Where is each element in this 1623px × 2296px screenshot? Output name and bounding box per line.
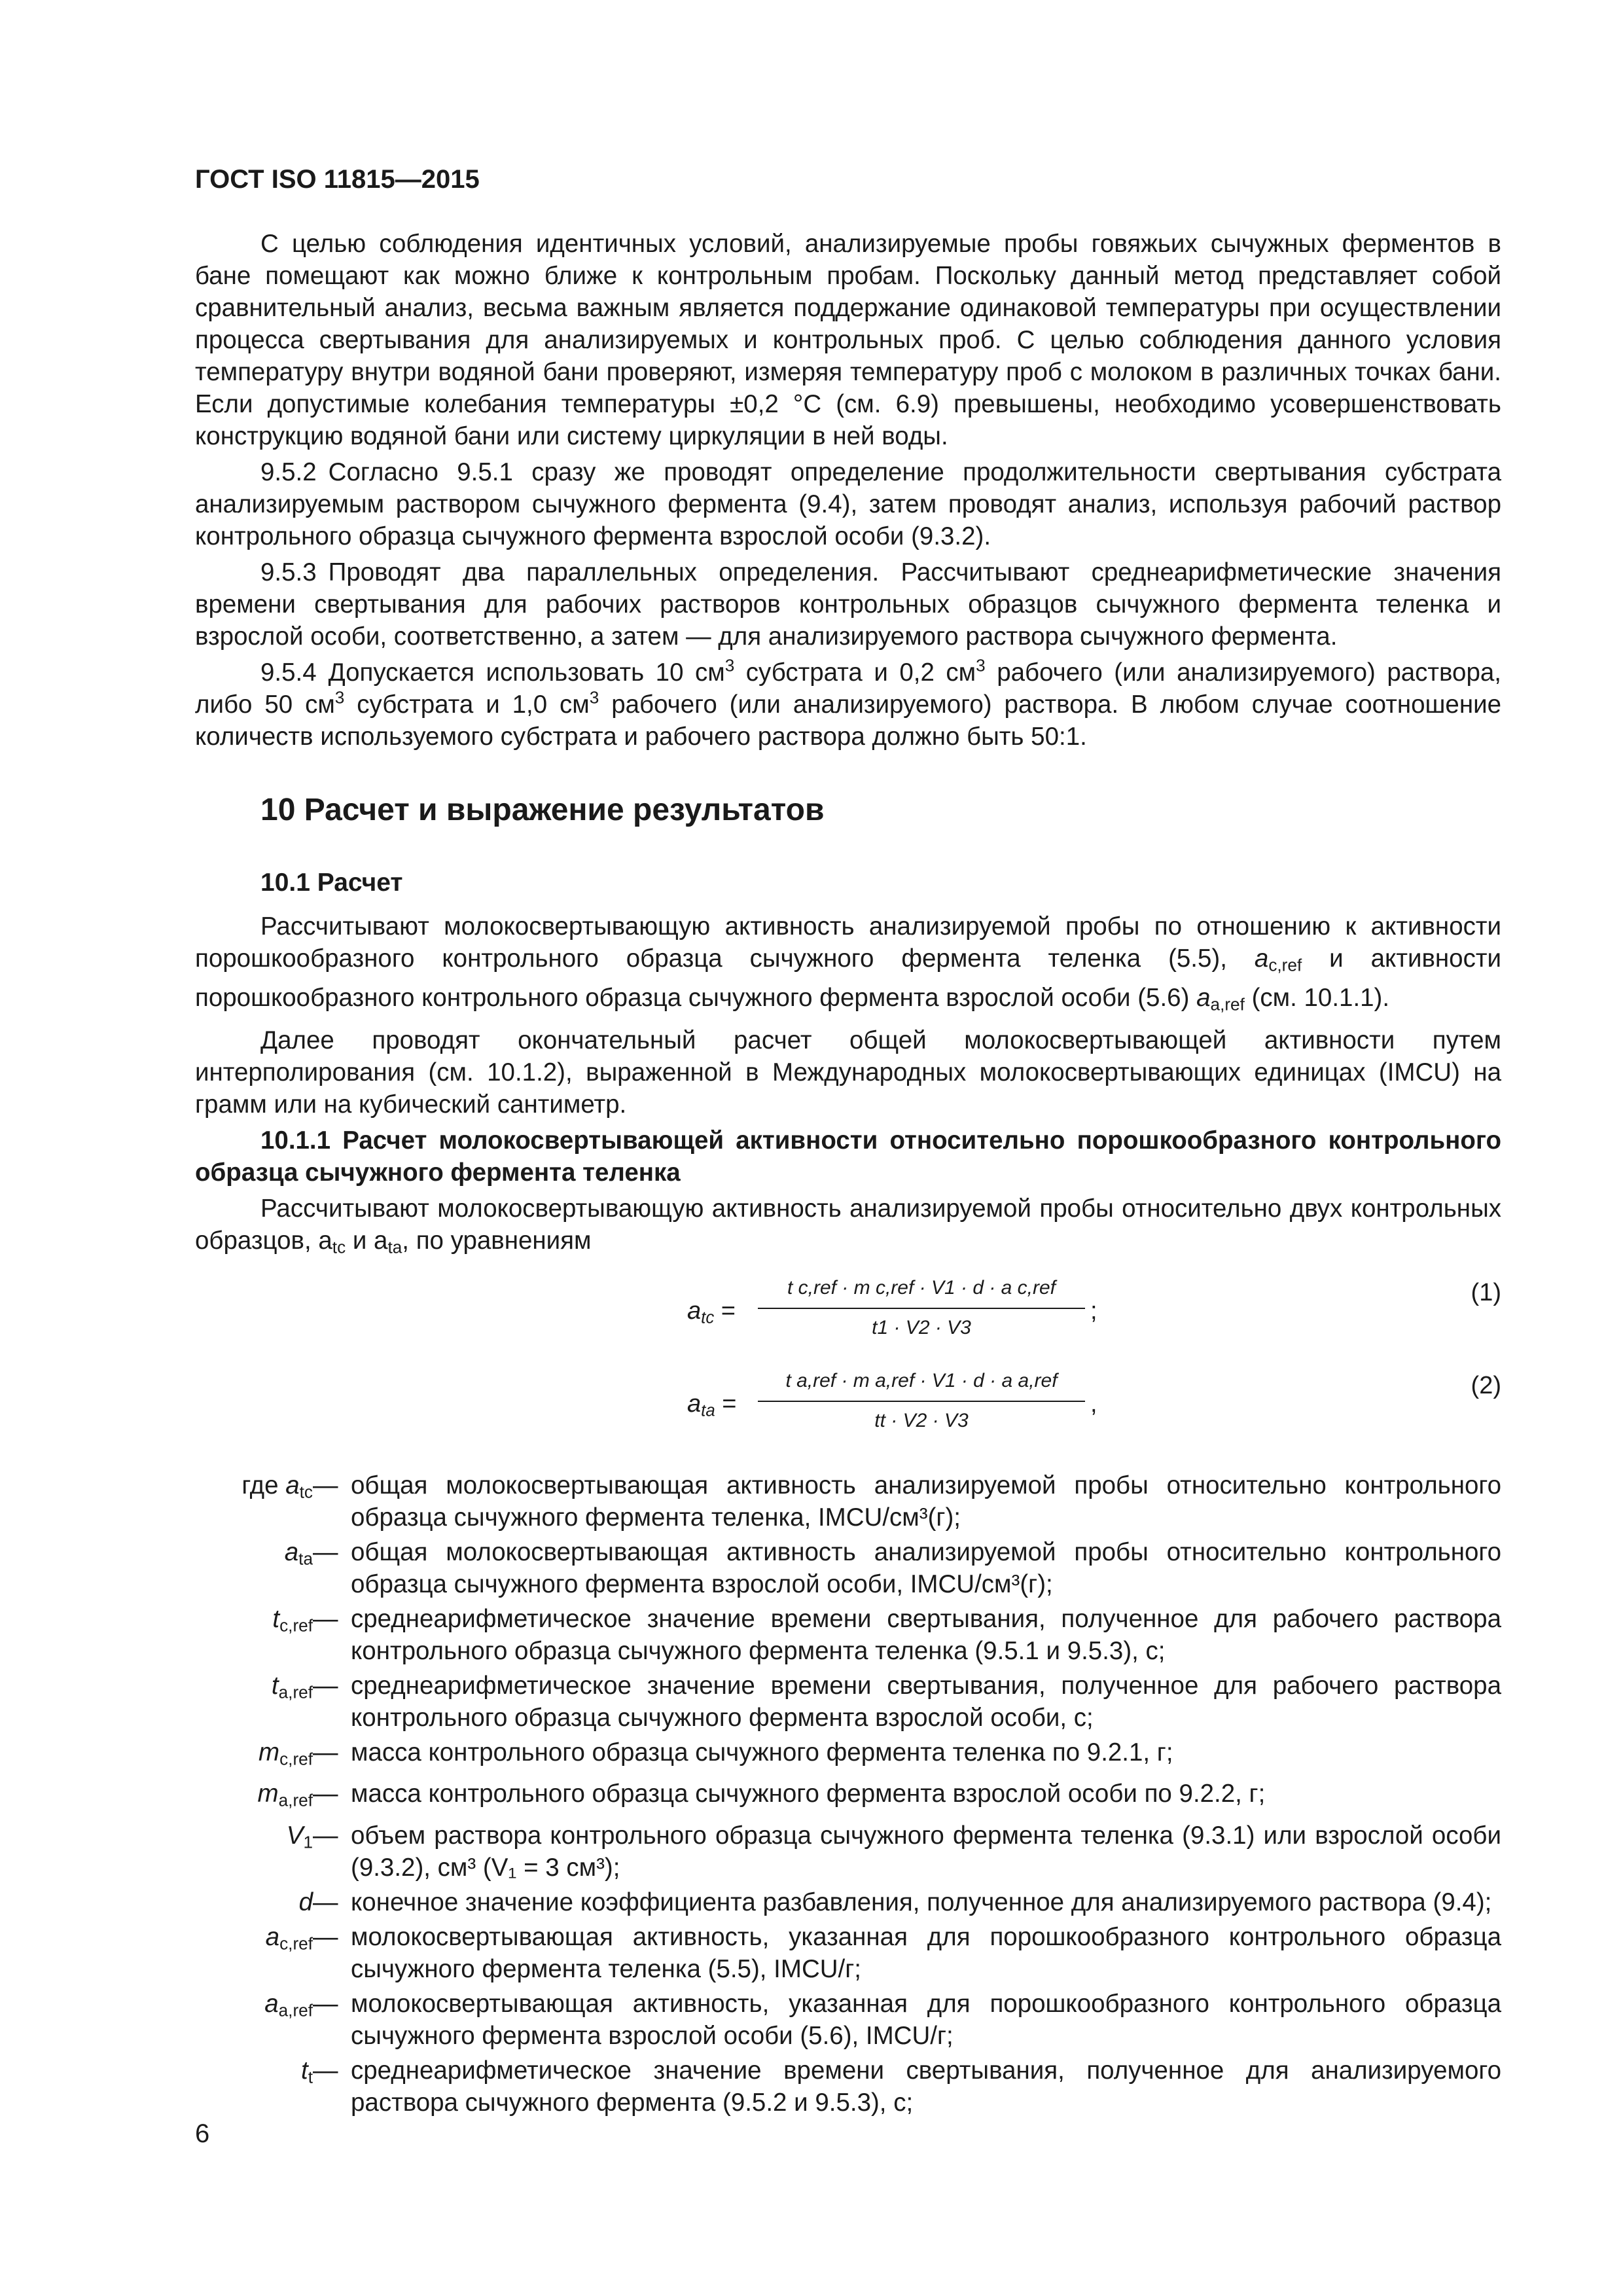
paragraph-9-5-2 bbox=[195, 456, 1501, 552]
definition-text: — среднеарифметическое значение времени свертывания, полученное для анализируемого раствора сычужного фермента (9.5.2 и 9.5.3), с; bbox=[313, 2054, 1501, 2119]
definition-text: — масса контрольного образца сычужного фермента теленка по 9.2.1, г; bbox=[313, 1736, 1501, 1768]
definition-item bbox=[195, 1670, 1501, 1734]
page-number: 6 bbox=[195, 2119, 210, 2148]
numerator: t a,ref · m a,ref · V1 · d · a a,ref bbox=[758, 1365, 1085, 1402]
definition-item bbox=[195, 1469, 1501, 1534]
definition-symbol bbox=[195, 1536, 313, 1575]
symbol: t bbox=[301, 2056, 308, 2085]
subsection-heading: 10.1 Расчет bbox=[260, 869, 403, 897]
symbol: a bbox=[285, 1471, 300, 1499]
paragraph-9-5-3 bbox=[195, 556, 1501, 653]
equals-sign: = bbox=[715, 1390, 737, 1418]
text-part: Рассчитывают молокосвертывающую активность анализируемой пробы относительно двух контрольных образцов, a bbox=[195, 1194, 1501, 1255]
symbol: a bbox=[1254, 944, 1269, 973]
definition-symbol bbox=[195, 1603, 313, 1642]
definition-item bbox=[195, 1921, 1501, 1985]
definition-item bbox=[195, 1988, 1501, 2052]
where-label: где bbox=[241, 1471, 286, 1499]
dash: — bbox=[313, 1537, 338, 1566]
definition-symbol bbox=[195, 2054, 313, 2094]
subscript: a,ref bbox=[278, 1682, 313, 1702]
subscript: 1 bbox=[303, 1832, 313, 1852]
equation-punctuation: , bbox=[1090, 1390, 1097, 1418]
definition-item bbox=[195, 1820, 1501, 1884]
equation-subscript: tc bbox=[701, 1308, 715, 1327]
text-part: и активности порошкообразного контрольного образца сычужного фермента взрослой особи (5.6) bbox=[195, 944, 1501, 1012]
dash: — bbox=[313, 1821, 338, 1850]
fraction bbox=[758, 1365, 1085, 1437]
equation-symbol: a bbox=[687, 1390, 702, 1418]
symbol: a bbox=[264, 1989, 279, 2018]
subscript: ta bbox=[298, 1549, 313, 1569]
text-part: , по уравнениям bbox=[402, 1227, 592, 1255]
equation-punctuation: ; bbox=[1090, 1297, 1097, 1325]
symbol: d bbox=[298, 1888, 313, 1916]
subscript: tc bbox=[299, 1482, 313, 1502]
text-part: Рассчитывают молокосвертывающую активность анализируемой пробы по отношению к активности порошкообразного контрольного образца сычужного фермента теленка (5.5), bbox=[195, 912, 1501, 973]
definition-symbol bbox=[195, 1988, 313, 2027]
superscript: 3 bbox=[724, 655, 735, 675]
equation-lhs bbox=[687, 1388, 736, 1427]
text-part: и a bbox=[346, 1227, 388, 1255]
definition-text: — общая молокосвертывающая активность анализируемой пробы относительно контрольного образца сычужного фермента взрослой особи, IMCU/см³(г); bbox=[313, 1536, 1501, 1600]
symbol: a bbox=[1196, 983, 1211, 1012]
formulas bbox=[195, 1272, 1501, 1450]
definition-symbol bbox=[195, 1670, 313, 1709]
dash: — bbox=[313, 2056, 338, 2085]
superscript: 3 bbox=[334, 687, 345, 708]
clause-heading: 10.1.1 Расчет молокосвертывающей активности относительно порошкообразного контрольного образца сычужного фермента теленка bbox=[195, 1126, 1501, 1187]
numerator: t c,ref · m c,ref · V1 · d · a c,ref bbox=[758, 1272, 1085, 1309]
equation-1 bbox=[195, 1272, 1501, 1357]
dash: — bbox=[313, 1888, 338, 1916]
text-part: субстрата и 1,0 см bbox=[344, 691, 590, 719]
denominator: t1 · V2 · V3 bbox=[872, 1316, 971, 1338]
equation-symbol: a bbox=[687, 1297, 702, 1325]
dash: — bbox=[313, 1471, 338, 1499]
subscript: ta bbox=[387, 1237, 402, 1257]
symbol: t bbox=[271, 1671, 279, 1700]
definition-symbol bbox=[195, 1886, 313, 1918]
definition-item bbox=[195, 2054, 1501, 2119]
definition-text: — объем раствора контрольного образца сычужного фермента теленка (9.3.1) или взрослой особи (9.3.2), см³ (V₁ = 3 см³); bbox=[313, 1820, 1501, 1884]
definition-symbol bbox=[195, 1820, 313, 1859]
subscript: a,ref bbox=[278, 1790, 313, 1810]
superscript: 3 bbox=[589, 687, 599, 708]
equation-lhs bbox=[687, 1295, 736, 1334]
definition-text: — среднеарифметическое значение времени свертывания, полученное для рабочего раствора контрольного образца сычужного фермента взрослой особи, с; bbox=[313, 1670, 1501, 1734]
clause-number: 9.5.2 bbox=[260, 458, 317, 486]
symbol: a bbox=[265, 1922, 280, 1951]
definition-text: — молокосвертывающая активность, указанная для порошкообразного контрольного образца сычужного фермента взрослой особи (5.6), IMCU/г; bbox=[313, 1988, 1501, 2052]
document-header: ГОСТ ISO 11815—2015 bbox=[195, 165, 480, 194]
symbol: m bbox=[257, 1780, 279, 1808]
subscript: tc bbox=[332, 1237, 346, 1257]
definition-text: — конечное значение коэффициента разбавления, полученное для анализируемого раствора (9.4); bbox=[313, 1886, 1501, 1918]
superscript: 3 bbox=[976, 655, 986, 675]
subscript: t bbox=[308, 2067, 313, 2087]
dash: — bbox=[313, 1604, 338, 1633]
section-heading: 10 Расчет и выражение результатов bbox=[260, 793, 825, 827]
fraction bbox=[758, 1272, 1085, 1344]
subscript: a,ref bbox=[278, 2000, 313, 2020]
symbol: m bbox=[259, 1738, 280, 1767]
definition-item bbox=[195, 1886, 1501, 1918]
definition-symbol bbox=[195, 1778, 313, 1817]
dash: — bbox=[313, 1922, 338, 1951]
definitions-list bbox=[195, 1469, 1501, 2119]
paragraph bbox=[195, 910, 1501, 1020]
equals-sign: = bbox=[714, 1297, 736, 1325]
text-part: субстрата и 0,2 см bbox=[734, 658, 976, 687]
paragraph-text: Согласно 9.5.1 сразу же проводят определение продолжительности свертывания субстрата анализируемым раствором сычужного фермента (9.4), затем проводят анализ, используя рабочий раствор контрольного образца сычужного фермента взрослой особи (9.3.2). bbox=[195, 458, 1501, 550]
subscript: c,ref bbox=[1268, 955, 1302, 975]
definition-item bbox=[195, 1536, 1501, 1600]
definition-item bbox=[195, 1603, 1501, 1667]
definition-item bbox=[195, 1778, 1501, 1817]
equation-number: (2) bbox=[1471, 1371, 1501, 1399]
definition-text: — масса контрольного образца сычужного фермента взрослой особи по 9.2.2, г; bbox=[313, 1778, 1501, 1810]
equation-number: (1) bbox=[1471, 1278, 1501, 1306]
clause-number: 9.5.4 bbox=[260, 658, 317, 687]
symbol: t bbox=[272, 1604, 280, 1633]
paragraph bbox=[195, 1193, 1501, 1264]
text-part: Допускается использовать 10 см bbox=[328, 658, 725, 687]
clause-number: 9.5.3 bbox=[260, 558, 317, 586]
dash: — bbox=[313, 1989, 338, 2018]
definition-text: — молокосвертывающая активность, указанная для порошкообразного контрольного образца сычужного фермента теленка (5.5), IMCU/г; bbox=[313, 1921, 1501, 1985]
symbol: a bbox=[284, 1537, 299, 1566]
paragraph: Далее проводят окончательный расчет общей молокосвертывающей активности путем интерполирования (см. 10.1.2), выраженной в Международных молокосвертывающих единицах (IMCU) на грамм или на кубический сантиметр. bbox=[195, 1026, 1501, 1119]
text-part: (см. 10.1.1). bbox=[1244, 983, 1390, 1012]
dash: — bbox=[313, 1780, 338, 1808]
dash: — bbox=[313, 1671, 338, 1700]
subscript: c,ref bbox=[279, 1615, 313, 1636]
dash: — bbox=[313, 1738, 338, 1767]
paragraph-text: Проводят два параллельных определения. Рассчитывают среднеарифметические значения времени свертывания для рабочих растворов контрольных образцов сычужного фермента теленка и взрослой особи, соответственно, а затем — для анализируемого раствора сычужного фермента. bbox=[195, 558, 1501, 651]
definition-item bbox=[195, 1736, 1501, 1776]
equation-subscript: ta bbox=[701, 1401, 715, 1420]
symbol: V bbox=[286, 1821, 304, 1850]
subscript: a,ref bbox=[1210, 994, 1245, 1014]
paragraph-9-5-4 bbox=[195, 656, 1501, 753]
text-part: рабочего (или анализируемого) раствора, либо 50 см bbox=[195, 658, 1501, 719]
definition-symbol bbox=[195, 1736, 313, 1776]
text-part: рабочего (или анализируемого) раствора. В любом случае соотношение количеств используемого субстрата и рабочего раствора должно быть 50:1. bbox=[195, 691, 1501, 751]
definition-symbol bbox=[195, 1921, 313, 1960]
document-body bbox=[195, 228, 1501, 2121]
definition-symbol bbox=[195, 1469, 313, 1509]
denominator: tt · V2 · V3 bbox=[874, 1409, 969, 1431]
definition-text: — среднеарифметическое значение времени свертывания, полученное для рабочего раствора контрольного образца сычужного фермента теленка (9.5.1 и 9.5.3), с; bbox=[313, 1603, 1501, 1667]
definition-text: — общая молокосвертывающая активность анализируемой пробы относительно контрольного образца сычужного фермента теленка, IMCU/см³(г); bbox=[313, 1469, 1501, 1534]
equation-2 bbox=[195, 1365, 1501, 1450]
subscript: c,ref bbox=[279, 1933, 313, 1954]
subscript: c,ref bbox=[279, 1749, 313, 1769]
paragraph: С целью соблюдения идентичных условий, анализируемые пробы говяжьих сычужных ферментов в бане помещают как можно ближе к контрольным пробам. Поскольку данный метод представляет собой сравнительный анализ, весьма важным является поддержание одинаковой температуры при осуществлении процесса свертывания для анализируемых и контрольных проб. С целью соблюдения данного условия температуру внутри водяной бани проверяют, измеряя температуру проб с молоком в различных точках бани. Если допустимые колебания температуры ±0,2 °С (см. 6.9) превышены, необходимо усовершенствовать конструкцию водяной бани или систему циркуляции в ней воды. bbox=[195, 230, 1501, 450]
